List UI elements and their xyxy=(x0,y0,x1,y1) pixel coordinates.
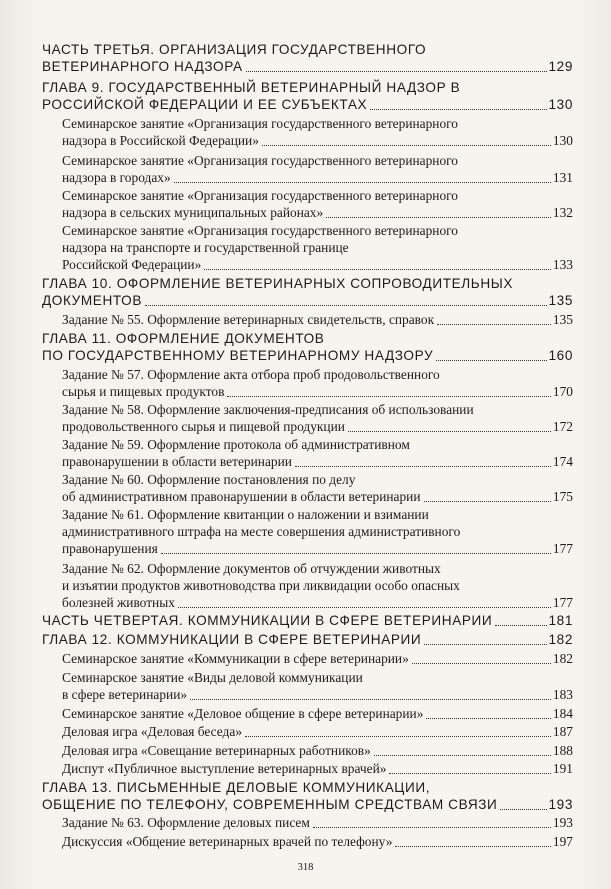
toc-entry xyxy=(62,312,573,328)
leader-dots xyxy=(262,145,551,146)
toc-entry xyxy=(62,743,573,759)
toc-entry xyxy=(62,651,573,667)
toc-entry xyxy=(62,706,573,722)
toc-page-number: 182 xyxy=(552,651,573,666)
toc-entry xyxy=(62,541,573,557)
toc-entry xyxy=(62,489,573,505)
leader-dots xyxy=(313,827,551,828)
toc-entry-title: ГЛАВА 11. ОФОРМЛЕНИЕ ДОКУМЕНТОВ xyxy=(42,331,325,346)
leader-dots xyxy=(295,466,551,467)
leader-dots xyxy=(495,625,546,626)
leader-dots xyxy=(145,305,546,306)
toc-page-number: 182 xyxy=(548,632,573,647)
toc-entry-title: ЧАСТЬ ТРЕТЬЯ. ОРГАНИЗАЦИЯ ГОСУДАРСТВЕННОГО xyxy=(42,42,427,57)
toc-entry-title: Семинарское занятие «Организация государственного ветеринарного xyxy=(62,223,459,238)
toc-entry-title: надзора в городах» xyxy=(62,170,171,185)
toc-page-number: 135 xyxy=(548,293,573,308)
toc-entry-title: Задание № 63. Оформление деловых писем xyxy=(62,815,310,830)
leader-dots xyxy=(389,773,550,774)
leader-dots xyxy=(436,360,546,361)
toc-entry xyxy=(62,257,573,273)
toc-page-number: 130 xyxy=(548,97,573,112)
toc-page-number: 193 xyxy=(552,815,573,830)
toc-entry xyxy=(42,348,573,364)
toc-entry-title: ЧАСТЬ ЧЕТВЕРТАЯ. КОММУНИКАЦИИ В СФЕРЕ ВЕТЕРИНАРИИ xyxy=(42,613,493,628)
toc-page-number: 181 xyxy=(548,613,573,628)
leader-dots xyxy=(426,718,550,719)
toc-page-number: 172 xyxy=(552,419,573,434)
toc-page-number: 193 xyxy=(548,797,573,812)
toc-entry-title: Семинарское занятие «Деловое общение в сфере ветеринарии» xyxy=(62,706,424,721)
toc-entry xyxy=(62,205,573,221)
toc-entry-title: Деловая игра «Деловая беседа» xyxy=(62,724,243,739)
leader-dots xyxy=(326,217,551,218)
toc-entry xyxy=(62,419,573,435)
toc-entry-title: Задание № 62. Оформление документов об отчуждении животных xyxy=(62,561,441,576)
toc-page-number: 177 xyxy=(552,541,573,556)
toc-entry xyxy=(62,834,573,850)
toc-entry xyxy=(42,293,573,309)
toc-entry-title: Задание № 57. Оформление акта отбора проб продовольственного xyxy=(62,367,440,382)
toc-entry xyxy=(42,797,573,813)
toc-page-number: 175 xyxy=(552,489,573,504)
toc-page-number: 183 xyxy=(552,687,573,702)
toc-page-number: 170 xyxy=(552,384,573,399)
toc-entry xyxy=(42,97,573,113)
leader-dots xyxy=(161,553,551,554)
toc-entry-title: надзора в сельских муниципальных районах» xyxy=(62,205,324,220)
toc-page-number: 130 xyxy=(552,133,573,148)
toc-entry-title: Семинарское занятие «Организация государственного ветеринарного xyxy=(62,188,459,203)
toc-entry xyxy=(42,613,573,629)
toc-entry-title: Задание № 60. Оформление постановления по делу xyxy=(62,472,356,487)
toc-entry-title: ОБЩЕНИЕ ПО ТЕЛЕФОНУ, СОВРЕМЕННЫМ СРЕДСТВАМ СВЯЗИ xyxy=(42,797,498,812)
toc-entry-title: Российской Федерации» xyxy=(62,257,202,272)
toc-entry-title: ВЕТЕРИНАРНОГО НАДЗОРА xyxy=(42,59,243,74)
toc-entry xyxy=(42,632,573,648)
toc-entry xyxy=(62,170,573,186)
leader-dots xyxy=(437,324,551,325)
toc-entry-title: надзора в Российской Федерации» xyxy=(62,133,259,148)
toc-entry xyxy=(62,815,573,831)
toc-entry-title: надзора на транспорте и государственной границе xyxy=(62,240,349,255)
leader-dots xyxy=(246,71,547,72)
leader-dots xyxy=(204,269,551,270)
toc-page-number: 188 xyxy=(552,743,573,758)
toc-entry xyxy=(62,454,573,470)
toc-page-number: 191 xyxy=(552,761,573,776)
leader-dots xyxy=(500,809,546,810)
toc-entry-title: Семинарское занятие «Коммуникации в сфере ветеринарии» xyxy=(62,651,409,666)
toc-entry-title: Задание № 59. Оформление протокола об административном xyxy=(62,437,410,452)
leader-dots xyxy=(424,501,551,502)
toc-entry-title: правонарушении в области ветеринарии xyxy=(62,454,292,469)
toc-page-number: 135 xyxy=(552,312,573,327)
leader-dots xyxy=(190,699,551,700)
toc-entry-title: ДОКУМЕНТОВ xyxy=(42,293,143,308)
toc-entry-title: ГЛАВА 12. КОММУНИКАЦИИ В СФЕРЕ ВЕТЕРИНАРИИ xyxy=(42,632,422,647)
toc-entry-title: Задание № 55. Оформление ветеринарных свидетельств, справок xyxy=(62,312,435,327)
toc-entry-title: и изъятии продуктов животноводства при ликвидации особо опасных xyxy=(62,578,460,593)
toc-entry-title: ГЛАВА 9. ГОСУДАРСТВЕННЫЙ ВЕТЕРИНАРНЫЙ НАДЗОР В xyxy=(42,80,461,95)
toc-entry-title: Семинарское занятие «Организация государственного ветеринарного xyxy=(62,153,459,168)
leader-dots xyxy=(227,396,550,397)
toc-page-number: 133 xyxy=(552,257,573,272)
toc-entry-title: в сфере ветеринарии» xyxy=(62,687,188,702)
toc-entry-title: правонарушения xyxy=(62,541,158,556)
toc-entry-title: об административном правонарушении в области ветеринарии xyxy=(62,489,421,504)
toc-page-number: 177 xyxy=(552,595,573,610)
toc-entry-title: болезней животных xyxy=(62,595,175,610)
toc-entry xyxy=(62,595,573,611)
toc-page-number: 131 xyxy=(552,170,573,185)
page-number: 318 xyxy=(297,862,314,873)
toc-entry-title: Диспут «Публичное выступление ветеринарных врачей» xyxy=(62,761,387,776)
leader-dots xyxy=(395,846,551,847)
toc-page-number: 184 xyxy=(552,706,573,721)
toc-entry xyxy=(62,133,573,149)
toc-entry xyxy=(62,724,573,740)
leader-dots xyxy=(174,182,551,183)
toc-entry-title: РОССИЙСКОЙ ФЕДЕРАЦИИ И ЕЕ СУБЪЕКТАХ xyxy=(42,97,368,112)
toc-entry-title: Дискуссия «Общение ветеринарных врачей по телефону» xyxy=(62,834,393,849)
toc-entry xyxy=(62,384,573,400)
toc-entry xyxy=(62,687,573,703)
toc-entry-title: ПО ГОСУДАРСТВЕННОМУ ВЕТЕРИНАРНОМУ НАДЗОРУ xyxy=(42,348,434,363)
toc-entry-title: ГЛАВА 10. ОФОРМЛЕНИЕ ВЕТЕРИНАРНЫХ СОПРОВОДИТЕЛЬНЫХ xyxy=(42,276,514,291)
toc-entry-title: Задание № 58. Оформление заключения-предписания об использовании xyxy=(62,402,474,417)
leader-dots xyxy=(370,109,546,110)
toc-entry-title: Задание № 61. Оформление квитанции о наложении и взимании xyxy=(62,507,429,522)
toc-entry-title: продовольственного сырья и пищевой продукции xyxy=(62,419,345,434)
toc-entry-title: Семинарское занятие «Виды деловой коммуникации xyxy=(62,670,363,685)
toc-entry-title: Семинарское занятие «Организация государственного ветеринарного xyxy=(62,116,459,131)
toc-page-number: 174 xyxy=(552,454,573,469)
toc-entry-title: административного штрафа на месте совершения административного xyxy=(62,524,461,539)
leader-dots xyxy=(424,644,546,645)
toc-page-number: 187 xyxy=(552,724,573,739)
toc-entry-title: сырья и пищевых продуктов xyxy=(62,384,225,399)
toc-page-number: 197 xyxy=(552,834,573,849)
toc-entry-title: ГЛАВА 13. ПИСЬМЕННЫЕ ДЕЛОВЫЕ КОММУНИКАЦИИ, xyxy=(42,780,431,795)
toc-entry-title: Деловая игра «Совещание ветеринарных работников» xyxy=(62,743,371,758)
toc-page-number: 160 xyxy=(548,348,573,363)
toc-page-number: 132 xyxy=(552,205,573,220)
leader-dots xyxy=(374,755,551,756)
toc-entry xyxy=(42,59,573,75)
leader-dots xyxy=(348,431,551,432)
toc-entry xyxy=(62,761,573,777)
leader-dots xyxy=(178,607,551,608)
leader-dots xyxy=(412,663,551,664)
toc-page-number: 129 xyxy=(548,59,573,74)
leader-dots xyxy=(245,736,551,737)
